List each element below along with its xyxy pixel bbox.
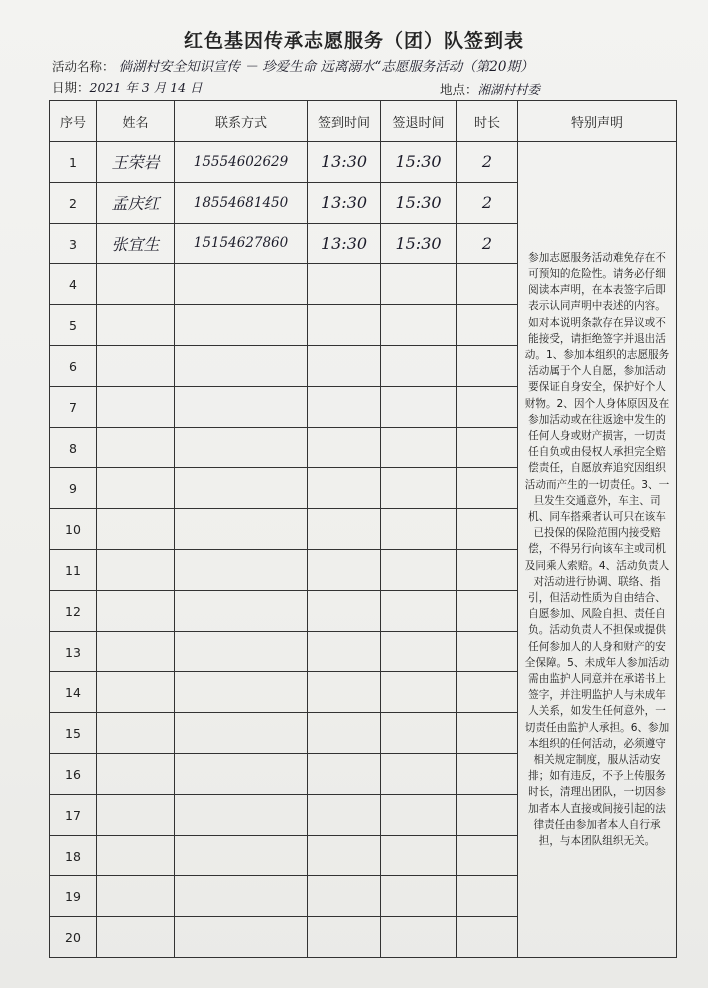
row-index: 7 bbox=[50, 386, 97, 427]
row-index: 3 bbox=[50, 223, 97, 264]
row-index: 14 bbox=[50, 672, 97, 713]
row-index: 19 bbox=[50, 876, 97, 917]
duration-hours bbox=[457, 917, 518, 958]
row-index: 18 bbox=[50, 835, 97, 876]
duration-hours bbox=[457, 631, 518, 672]
row-index: 6 bbox=[50, 345, 97, 386]
signer-name bbox=[97, 713, 175, 754]
row-index: 13 bbox=[50, 631, 97, 672]
checkout-time bbox=[381, 305, 457, 346]
checkout-time bbox=[381, 753, 457, 794]
duration-hours: 2 bbox=[457, 142, 518, 183]
signer-name: 张宜生 bbox=[97, 223, 175, 264]
checkout-time bbox=[381, 386, 457, 427]
checkout-time bbox=[381, 345, 457, 386]
signer-contact bbox=[175, 427, 308, 468]
signer-contact bbox=[175, 509, 308, 550]
checkout-time bbox=[381, 549, 457, 590]
duration-hours bbox=[457, 876, 518, 917]
header-checkin: 签到时间 bbox=[308, 101, 381, 142]
sheet-title: 红色基因传承志愿服务（团）队签到表 bbox=[183, 30, 524, 52]
duration-hours bbox=[457, 386, 518, 427]
duration-hours bbox=[457, 590, 518, 631]
row-index: 17 bbox=[50, 794, 97, 835]
activity-name: 倘湖村安全知识宣传 － 珍爱生命 远离溺水“志愿服务活动（第20期） bbox=[118, 59, 534, 75]
checkout-time bbox=[381, 509, 457, 550]
signer-name bbox=[97, 264, 175, 305]
signer-name: 孟庆红 bbox=[97, 182, 175, 223]
signer-contact bbox=[175, 264, 308, 305]
checkin-time bbox=[308, 713, 381, 754]
signer-name bbox=[97, 345, 175, 386]
signer-contact bbox=[175, 631, 308, 672]
duration-hours bbox=[457, 753, 518, 794]
signer-contact bbox=[175, 305, 308, 346]
signer-contact: 15154627860 bbox=[175, 223, 308, 264]
sign-in-table bbox=[49, 100, 677, 958]
duration-hours: 2 bbox=[457, 223, 518, 264]
checkin-time bbox=[308, 672, 381, 713]
duration-hours bbox=[457, 713, 518, 754]
signer-contact bbox=[175, 835, 308, 876]
checkin-time bbox=[308, 305, 381, 346]
duration-hours bbox=[457, 835, 518, 876]
signer-name bbox=[97, 509, 175, 550]
duration-hours bbox=[457, 672, 518, 713]
duration-hours bbox=[457, 468, 518, 509]
signer-name bbox=[97, 672, 175, 713]
signer-name bbox=[97, 631, 175, 672]
signer-contact bbox=[175, 753, 308, 794]
row-index: 11 bbox=[50, 549, 97, 590]
checkin-time: 13:30 bbox=[308, 142, 381, 183]
checkin-time bbox=[308, 794, 381, 835]
checkout-time bbox=[381, 835, 457, 876]
signer-name bbox=[97, 590, 175, 631]
checkout-time bbox=[381, 713, 457, 754]
duration-hours bbox=[457, 794, 518, 835]
signer-contact bbox=[175, 549, 308, 590]
place-value: 湘湖村村委 bbox=[477, 82, 541, 97]
signer-name bbox=[97, 427, 175, 468]
checkout-time: 15:30 bbox=[381, 223, 457, 264]
signer-contact bbox=[175, 713, 308, 754]
row-index: 8 bbox=[50, 427, 97, 468]
header-name: 姓名 bbox=[97, 101, 175, 142]
signer-contact bbox=[175, 672, 308, 713]
duration-hours bbox=[457, 549, 518, 590]
signer-contact bbox=[175, 794, 308, 835]
signer-contact bbox=[175, 386, 308, 427]
row-index: 15 bbox=[50, 713, 97, 754]
signer-name bbox=[97, 753, 175, 794]
special-notice-text: 参加志愿服务活动难免存在不可预知的危险性。请务必仔细阅读本声明，在本表签字后即表示认同声明中表述的内容。如对本说明条款存在异议或不能接受，请拒绝签字并退出活动。1、参加本组织的志愿服务活动属于个人自愿，参加活动要保证自身安全，保护好个人财物。2、因个人身体原因及在参加活动或在往返途中发生的任何人身或财产损害，一切责任自负或由侵权人承担完全赔偿责任，自愿放弃追究因组织活动而产生的一切责任。3、一旦发生交通意外，车主、司机、同车搭乘者认可只在该车已投保的保险范围内接受赔偿，不得另行向该车主或司机及同乘人索赔。4、活动负责人对活动进行协调、联络、指引，但活动性质为自由结合、自愿参加、风险自担、责任自负。活动负责人不担保或提供任何参加人的人身和财产的安全保障。5、未成年人参加活动需由监护人同意并在承诺书上签字，并注明监护人与未成年人关系，如发生任何意外，一切责任由监护人承担。6、参加本组织的任何活动，必须遵守相关规定制度，服从活动安排；如有违反，不予上传服务时长，清理出团队，一切因参加者本人直接或间接引起的法律责任由参加者本人自行承担，与本团队组织无关。 bbox=[518, 142, 677, 958]
checkout-time bbox=[381, 631, 457, 672]
table-header-row bbox=[50, 101, 677, 142]
checkin-time bbox=[308, 876, 381, 917]
checkout-time bbox=[381, 917, 457, 958]
checkin-time bbox=[308, 590, 381, 631]
date-line bbox=[52, 78, 203, 96]
row-index: 16 bbox=[50, 753, 97, 794]
signer-name bbox=[97, 549, 175, 590]
checkin-time bbox=[308, 509, 381, 550]
header-index: 序号 bbox=[50, 101, 97, 142]
activity-line bbox=[52, 55, 533, 75]
checkout-time bbox=[381, 427, 457, 468]
checkin-time bbox=[308, 427, 381, 468]
duration-hours bbox=[457, 345, 518, 386]
signer-contact bbox=[175, 917, 308, 958]
checkin-time: 13:30 bbox=[308, 223, 381, 264]
signer-name bbox=[97, 876, 175, 917]
checkin-time bbox=[308, 468, 381, 509]
checkin-time bbox=[308, 386, 381, 427]
table-row bbox=[50, 142, 677, 183]
duration-hours: 2 bbox=[457, 182, 518, 223]
header-contact: 联系方式 bbox=[175, 101, 308, 142]
date-value: 2021 年 3 月 14 日 bbox=[89, 80, 203, 95]
signer-contact: 18554681450 bbox=[175, 182, 308, 223]
row-index: 9 bbox=[50, 468, 97, 509]
checkout-time bbox=[381, 468, 457, 509]
signer-name: 王荣岩 bbox=[97, 142, 175, 183]
checkout-time bbox=[381, 794, 457, 835]
checkin-time bbox=[308, 264, 381, 305]
row-index: 5 bbox=[50, 305, 97, 346]
signer-name bbox=[97, 917, 175, 958]
signer-contact bbox=[175, 345, 308, 386]
signer-name bbox=[97, 305, 175, 346]
checkin-time bbox=[308, 917, 381, 958]
duration-hours bbox=[457, 305, 518, 346]
place-label: 地点： bbox=[440, 82, 478, 97]
checkout-time bbox=[381, 672, 457, 713]
header-duration: 时长 bbox=[457, 101, 518, 142]
row-index: 10 bbox=[50, 509, 97, 550]
checkout-time bbox=[381, 876, 457, 917]
header-notice: 特别声明 bbox=[518, 101, 677, 142]
checkin-time bbox=[308, 345, 381, 386]
duration-hours bbox=[457, 264, 518, 305]
row-index: 4 bbox=[50, 264, 97, 305]
signer-name bbox=[97, 386, 175, 427]
activity-label: 活动名称： bbox=[52, 59, 115, 74]
duration-hours bbox=[457, 509, 518, 550]
checkout-time: 15:30 bbox=[381, 142, 457, 183]
checkin-time bbox=[308, 753, 381, 794]
duration-hours bbox=[457, 427, 518, 468]
date-label: 日期： bbox=[52, 80, 90, 95]
checkout-time bbox=[381, 264, 457, 305]
signer-contact bbox=[175, 590, 308, 631]
checkout-time bbox=[381, 590, 457, 631]
checkin-time: 13:30 bbox=[308, 182, 381, 223]
signer-contact: 15554602629 bbox=[175, 142, 308, 183]
signer-contact bbox=[175, 468, 308, 509]
checkin-time bbox=[308, 835, 381, 876]
checkin-time bbox=[308, 549, 381, 590]
signer-name bbox=[97, 468, 175, 509]
row-index: 2 bbox=[50, 182, 97, 223]
checkin-time bbox=[308, 631, 381, 672]
signer-contact bbox=[175, 876, 308, 917]
header-checkout: 签退时间 bbox=[381, 101, 457, 142]
row-index: 20 bbox=[50, 917, 97, 958]
row-index: 12 bbox=[50, 590, 97, 631]
row-index: 1 bbox=[50, 142, 97, 183]
signer-name bbox=[97, 794, 175, 835]
checkout-time: 15:30 bbox=[381, 182, 457, 223]
signer-name bbox=[97, 835, 175, 876]
place-line bbox=[440, 80, 540, 98]
